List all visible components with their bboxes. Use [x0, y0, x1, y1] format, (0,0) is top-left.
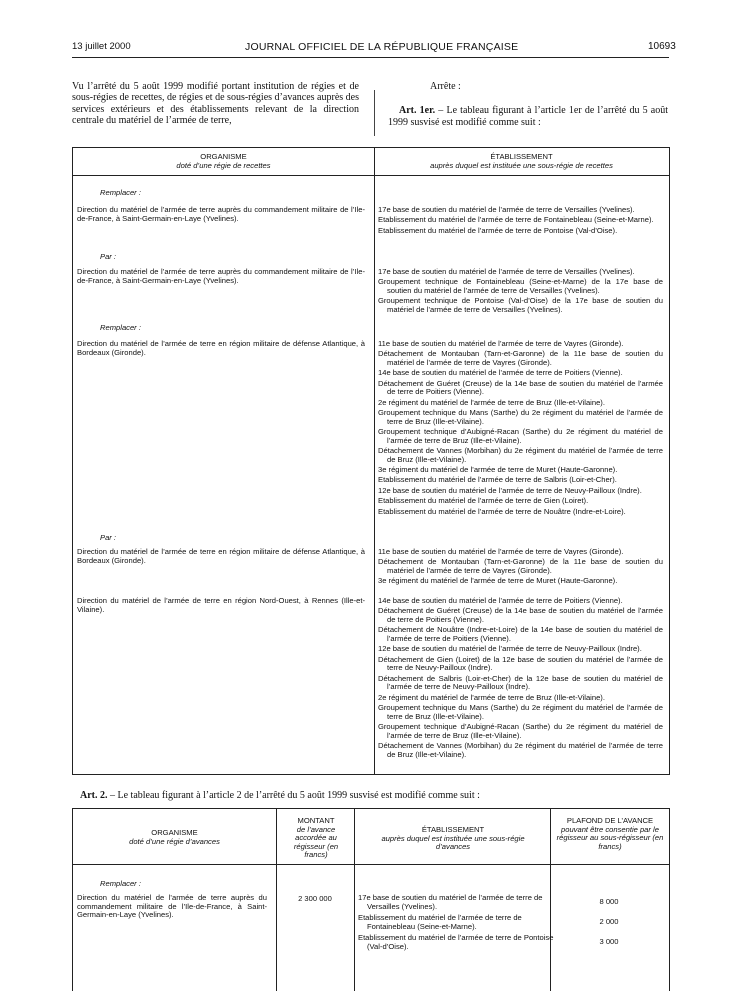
block-label: Par :: [100, 533, 117, 542]
header-label: ORGANISME: [151, 828, 198, 837]
list-item: 2e régiment du matériel de l’armée de terre de Bruz (Ille-et-Vilaine).: [378, 692, 605, 702]
list-item: Détachement de Vannes (Morbihan) du 2e régiment du matériel de l’armée de terre de Bruz (Ille-et-Vilaine).: [378, 446, 663, 464]
intro-right-column: [388, 81, 668, 128]
table-regies-recettes: [72, 147, 670, 775]
article-2-paragraph: [80, 790, 480, 801]
article-2-text: – Le tableau figurant à l’article 2 de l’arrêté du 5 août 1999 susvisé est modifié comme suit :: [107, 790, 480, 801]
block-etablissements: [378, 340, 663, 518]
list-item: Etablissement du matériel de l’armée de terre de Nouâtre (Indre-et-Loire).: [378, 506, 626, 516]
block-label: Remplacer :: [100, 323, 141, 332]
table1-header-etablissement: [374, 153, 669, 170]
list-item: Groupement technique du Mans (Sarthe) du 2e régiment du matériel de l’armée de terre de Bruz (Ille-et-Vilaine).: [378, 703, 663, 721]
list-item: Détachement de Vannes (Morbihan) du 2e régiment du matériel de l’armée de terre de Bruz (Ille-et-Vilaine).: [378, 741, 663, 759]
list-item: 3e régiment du matériel de l’armée de terre de Muret (Haute-Garonne).: [378, 576, 618, 586]
block-organisme: Direction du matériel de l’armée de terre en région militaire de défense Atlantique, à Bordeaux (Gironde).: [77, 547, 365, 565]
block-etablissements: [378, 206, 663, 237]
block-label: Remplacer :: [100, 879, 141, 888]
list-item: Détachement de Guéret (Creuse) de la 14e base de soutien du matériel de l’armée de terre de Poitiers (Vienne).: [378, 606, 663, 624]
list-item: Groupement technique d’Aubigné-Racan (Sarthe) du 2e régiment du matériel de l’armée de terre de Bruz (Ille-et-Vilaine).: [378, 427, 663, 445]
header-sublabel: doté d’une régie de recettes: [176, 160, 271, 170]
table-column-divider: [374, 148, 375, 774]
article-1-label: Art. 1er.: [399, 105, 436, 117]
table-header-divider: [73, 864, 669, 865]
table-regies-avances: [72, 808, 670, 991]
table1-header-organisme: [73, 153, 374, 170]
list-item: 14e base de soutien du matériel de l’armée de terre de Poitiers (Vienne).: [378, 368, 623, 378]
block-organisme: Direction du matériel de l’armée de terre auprès du commandement militaire de l’Ile-de-France, à Saint-Germain-en-Laye (Yvelines).: [77, 893, 267, 920]
table-row-etab: Etablissement du matériel de l’armée de terre de Pontoise (Val-d’Oise).: [358, 933, 554, 951]
list-item: Détachement de Guéret (Creuse) de la 14e base de soutien du matériel de l’armée de terre de Poitiers (Vienne).: [378, 378, 663, 397]
header-sublabel: de l’avance accordée au régisseur (en francs): [293, 824, 339, 859]
journal-title: JOURNAL OFFICIEL DE LA RÉPUBLIQUE FRANÇAISE: [245, 41, 519, 53]
block-etablissements: [378, 548, 663, 588]
plafond-value: 3 000: [599, 937, 619, 946]
block-organisme: Direction du matériel de l’armée de terre auprès du commandement militaire de l’Ile-de-France, à Saint-Germain-en-Laye (Yvelines).: [77, 205, 365, 223]
header-label: ÉTABLISSEMENT: [490, 152, 553, 161]
header-sublabel: doté d’une régie d’avances: [129, 836, 220, 846]
plafond-value: 8 000: [599, 897, 619, 906]
list-item: Groupement technique de Pontoise (Val-d’Oise) de la 17e base de soutien du matériel de l’armée de terre de Versailles (Yvelines).: [378, 296, 663, 314]
list-item: 14e base de soutien du matériel de l’armée de terre de Poitiers (Vienne).: [378, 596, 623, 605]
column-separator: [374, 90, 375, 136]
list-item: 11e base de soutien du matériel de l’armée de terre de Vayres (Gironde).: [378, 339, 624, 348]
header-label: ORGANISME: [200, 152, 247, 161]
header-date: 13 juillet 2000: [72, 41, 131, 52]
header-label: MONTANT: [297, 816, 335, 825]
table2-header-plafond: [555, 817, 665, 851]
plafond-value: 2 000: [599, 917, 619, 926]
list-item: Etablissement du matériel de l’armée de terre de Salbris (Loir-et-Cher).: [378, 475, 617, 485]
list-item: Groupement technique de Fontainebleau (Seine-et-Marne) de la 17e base de soutien du matériel de l’armée de terre de Versailles (Yvelines).: [378, 277, 663, 295]
header-label: ÉTABLISSEMENT: [421, 825, 485, 834]
table-row-etab: Etablissement du matériel de l’armée de terre de Fontainebleau (Seine-et-Marne).: [358, 913, 522, 931]
header-label: PLAFOND DE L’AVANCE: [566, 816, 654, 825]
list-item: 2e régiment du matériel de l’armée de terre de Bruz (Ille-et-Vilaine).: [378, 397, 605, 407]
list-item: 3e régiment du matériel de l’armée de terre de Muret (Haute-Garonne).: [378, 465, 618, 475]
article-1-text: – Le tableau figurant à l’article 1er de l’arrêté du 5 août 1999 susvisé est modifié comme suit :: [388, 105, 669, 128]
list-item: 17e base de soutien du matériel de l’armée de terre de Versailles (Yvelines).: [378, 267, 635, 276]
block-organisme: Direction du matériel de l’armée de terre auprès du commandement militaire de l’Ile-de-France, à Saint-Germain-en-Laye (Yvelines).: [77, 267, 365, 285]
block-label: Remplacer :: [100, 188, 141, 197]
header-sublabel: auprès duquel est instituée une sous-régie d’avances: [381, 833, 525, 851]
table-header-divider: [73, 175, 669, 176]
list-item: Groupement technique du Mans (Sarthe) du 2e régiment du matériel de l’armée de terre de Bruz (Ille-et-Vilaine).: [378, 408, 663, 426]
list-item: Détachement de Gien (Loiret) de la 12e base de soutien du matériel de l’armée de terre de Neuvy-Pailloux (Indre).: [378, 654, 663, 673]
table2-header-organisme: [73, 829, 276, 846]
table2-header-etablissement: [373, 826, 533, 852]
list-item: Etablissement du matériel de l’armée de terre de Gien (Loiret).: [378, 496, 589, 506]
list-item: Etablissement du matériel de l’armée de terre de Fontainebleau (Seine-et-Marne).: [378, 215, 654, 225]
block-label: Par :: [100, 252, 117, 261]
header-sublabel: auprès duquel est instituée une sous-régie de recettes: [430, 160, 613, 170]
article-2-label: Art. 2.: [80, 790, 108, 801]
block-etablissements: [378, 597, 663, 761]
list-item: Détachement de Montauban (Tarn-et-Garonne) de la 11e base de soutien du matériel de l’armée de terre de Vayres (Gironde).: [378, 349, 663, 367]
table2-header-montant: [283, 817, 349, 860]
block-etablissements: [378, 268, 663, 316]
list-item: Détachement de Montauban (Tarn-et-Garonne) de la 11e base de soutien du matériel de l’armée de terre de Vayres (Gironde).: [378, 557, 663, 575]
list-item: Détachement de Salbris (Loir-et-Cher) de la 12e base de soutien du matériel de l’armée de terre de Neuvy-Pailloux (Indre).: [378, 673, 663, 692]
list-item: 11e base de soutien du matériel de l’armée de terre de Vayres (Gironde).: [378, 547, 624, 556]
page-header: [0, 41, 748, 55]
list-item: 17e base de soutien du matériel de l’armée de terre de Versailles (Yvelines).: [378, 205, 635, 214]
list-item: 12e base de soutien du matériel de l’armée de terre de Neuvy-Pailloux (Indre).: [378, 644, 642, 654]
block-organisme: Direction du matériel de l’armée de terre en région militaire de défense Atlantique, à Bordeaux (Gironde).: [77, 339, 365, 357]
list-item: 12e base de soutien du matériel de l’armée de terre de Neuvy-Pailloux (Indre).: [378, 485, 642, 495]
header-rule: [72, 57, 669, 58]
table-row-etab: 17e base de soutien du matériel de l’armée de terre de Versailles (Yvelines).: [358, 893, 543, 911]
list-item: Détachement de Nouâtre (Indre-et-Loire) de la 14e base de soutien du matériel de l’armée de terre de Poitiers (Vienne).: [378, 625, 663, 643]
article-1-paragraph: [388, 105, 668, 128]
page-number: 10693: [648, 41, 676, 52]
montant-value: 2 300 000: [298, 894, 332, 903]
list-item: Etablissement du matériel de l’armée de terre de Pontoise (Val-d’Oise).: [378, 225, 618, 235]
header-sublabel: pouvant être consentie par le régisseur au sous-régisseur (en francs): [556, 824, 664, 851]
arrete-label: Arrête :: [430, 81, 461, 92]
block-organisme: Direction du matériel de l’armée de terre en région Nord-Ouest, à Rennes (Ille-et-Vilaine).: [77, 596, 365, 614]
intro-vu-paragraph: Vu l’arrêté du 5 août 1999 modifié portant institution de régies et de sous-régies de recettes, de régies et de sous-régies d’avances auprès des services extérieurs et des établissements relevant de la direction centrale du matériel de l’armée de terre,: [72, 81, 359, 126]
list-item: Groupement technique d’Aubigné-Racan (Sarthe) du 2e régiment du matériel de l’armée de terre de Bruz (Ille-et-Vilaine).: [378, 722, 663, 740]
